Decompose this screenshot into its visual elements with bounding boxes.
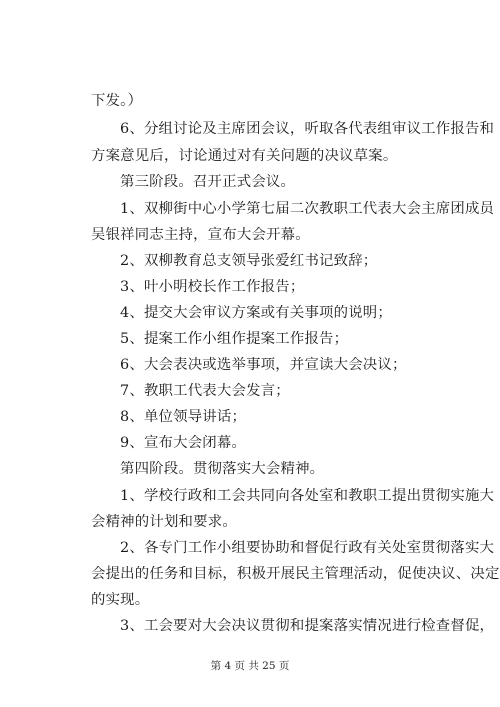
text-line: 6、大会表决或选举事项，并宣读大会决议； <box>120 357 407 373</box>
text-line: 6、分组讨论及主席团会议，听取各代表组审议工作报告和 <box>120 121 495 137</box>
text-line: 1、学校行政和工会共同向各处室和教职工提出贯彻实施大 <box>120 488 495 504</box>
text-line: 8、单位领导讲话； <box>120 409 247 425</box>
text-line: 5、提案工作小组作提案工作报告； <box>120 331 349 347</box>
text-line: 3、叶小明校长作工作报告； <box>120 279 305 295</box>
text-line: 1、双柳街中心小学第七届二次教职工代表大会主席团成员 <box>120 201 495 217</box>
text-line: 会精神的计划和要求。 <box>91 514 237 530</box>
section-heading: 第三阶段。召开正式会议。 <box>120 174 296 190</box>
text-line: 4、提交大会审议方案或有关事项的说明； <box>120 305 392 321</box>
text-line: 吴银祥同志主持，宣布大会开幕。 <box>91 227 310 243</box>
page-number-footer: 第 4 页 共 25 页 <box>210 660 290 672</box>
text-line: 2、各专门工作小组要协助和督促行政有关处室贯彻落实大 <box>120 540 495 556</box>
text-line: 方案意见后，讨论通过对有关问题的决议草案。 <box>91 148 398 164</box>
text-line: 2、双柳教育总支领导张爱红书记致辞； <box>120 253 378 269</box>
text-line: 7、教职工代表大会发言； <box>120 383 290 399</box>
text-line: 3、工会要对大会决议贯彻和提案落实情况进行检查督促， <box>120 618 495 634</box>
text-line: 下发。） <box>91 93 143 109</box>
section-heading: 第四阶段。贯彻落实大会精神。 <box>120 461 325 477</box>
text-line: 的实现。 <box>91 592 150 608</box>
text-line: 9、宣布大会闭幕。 <box>120 435 247 451</box>
text-line: 会提出的任务和目标，积极开展民主管理活动，促使决议、决定 <box>91 566 500 582</box>
